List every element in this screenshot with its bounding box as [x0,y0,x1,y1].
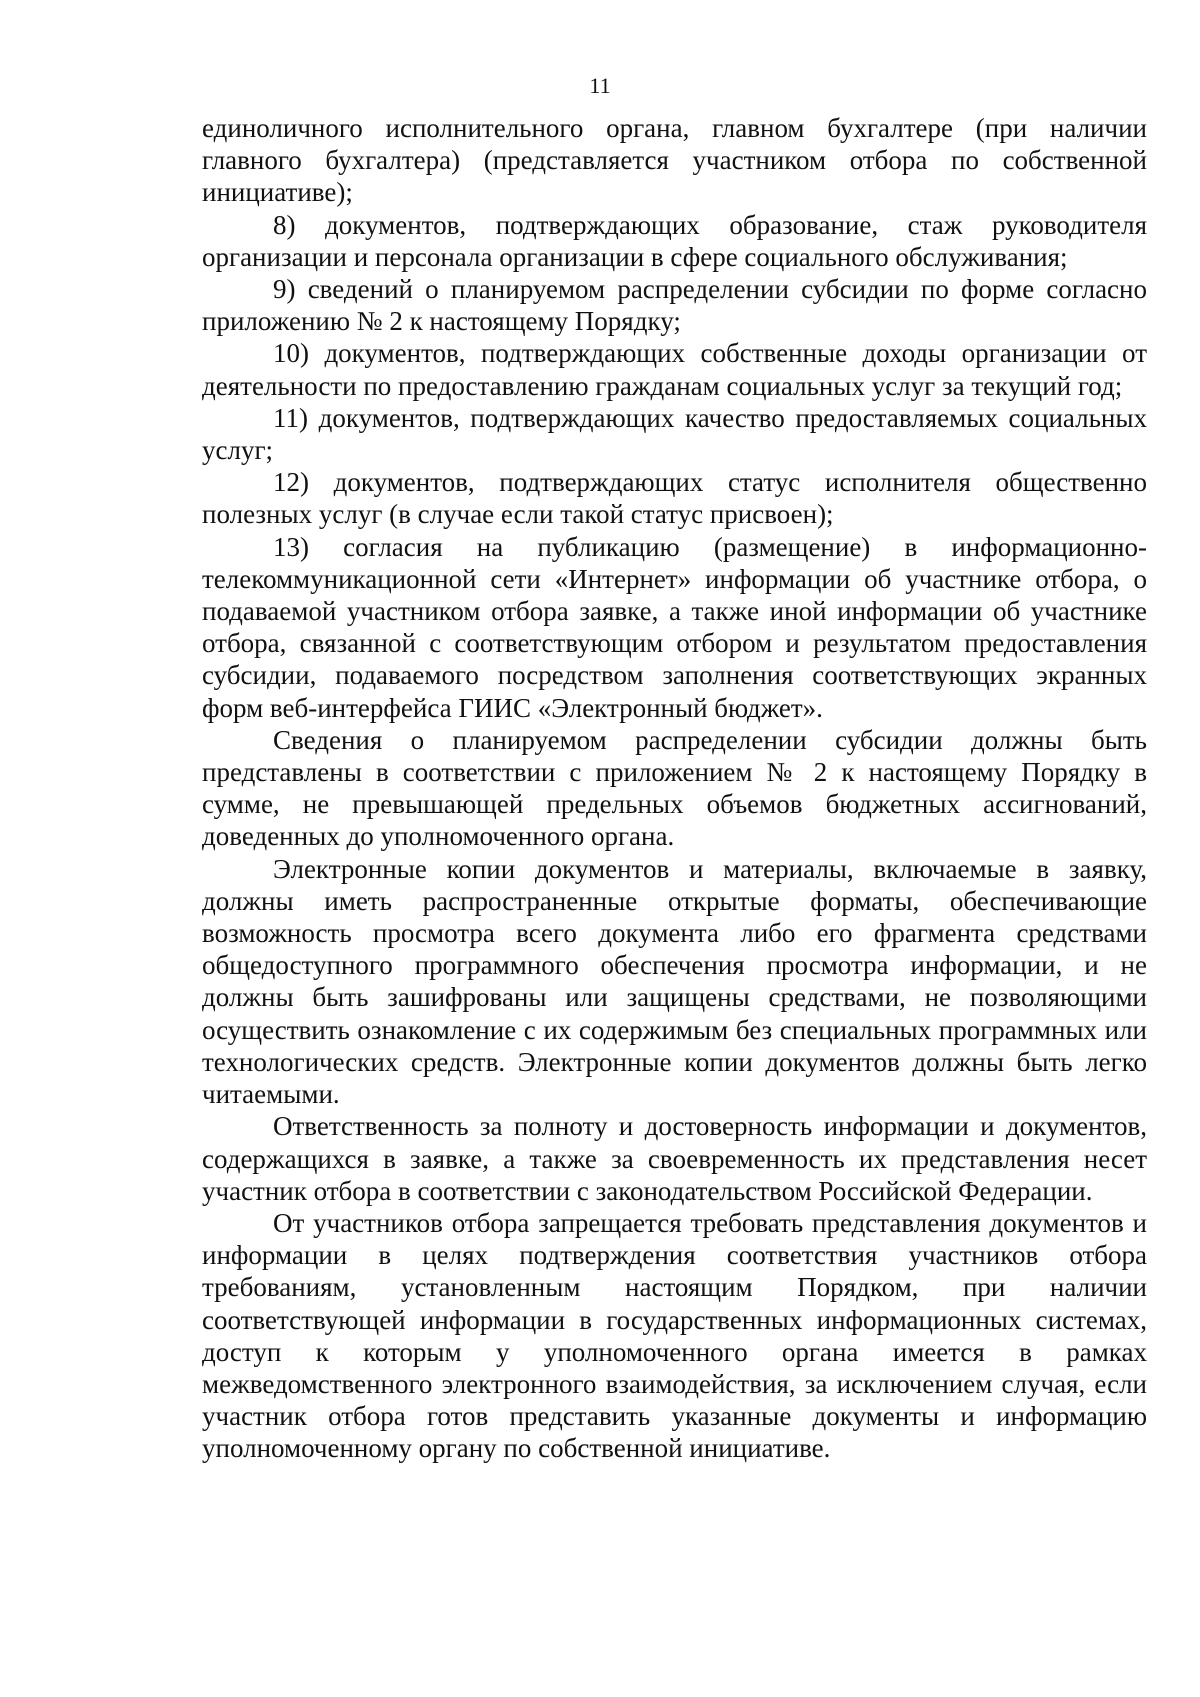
page-number: 11 [589,73,611,98]
document-body [202,112,1147,1465]
paragraph: От участников отбора запрещается требовать представления документов и информации в целях подтверждения соответствия участников отбора требованиям, установленным настоящим Порядком, при наличии соответствующей информации в государственных информационных системах, доступ к которым у уполномоченного органа имеется в рамках межведомственного электронного взаимодействия, за исключением случая, если участник отбора готов представить указанные документы и информацию уполномоченному органу по собственной инициативе. [202,1207,1147,1464]
list-item-9: 9) сведений о планируемом распределении субсидии по форме согласно приложению № 2 к настоящему Порядку; [202,274,1147,337]
list-item-12: 12) документов, подтверждающих статус исполнителя общественно полезных услуг (в случае если такой статус присвоен); [202,467,1147,530]
list-item-13: 13) согласия на публикацию (размещение) в информационно-телекоммуникационной сети «Интернет» информации об участнике отбора, о подаваемой участником отбора заявке, а также иной информации об участнике отбора, связанной с соответствующим отбором и результатом предоставления субсидии, подаваемого посредством заполнения соответствующих экранных форм веб-интерфейса ГИИС «Электронный бюджет». [202,531,1147,723]
list-item-10: 10) документов, подтверждающих собственные доходы организации от деятельности по предоставлению гражданам социальных услуг за текущий год; [202,338,1147,401]
paragraph: Электронные копии документов и материалы, включаемые в заявку, должны иметь распространенные открытые форматы, обеспечивающие возможность просмотра всего документа либо его фрагмента средствами общедоступного программного обеспечения просмотра информации, и не должны быть зашифрованы или защищены средствами, не позволяющими осуществить ознакомление с их содержимым без специальных программных или технологических средств. Электронные копии документов должны быть легко читаемыми. [202,853,1147,1110]
paragraph: единоличного исполнительного органа, главном бухгалтере (при наличии главного бухгалтера) (представляется участником отбора по собственной инициативе); [202,113,1147,208]
list-item-8: 8) документов, подтверждающих образование, стаж руководителя организации и персонала организации в сфере социального обслуживания; [202,209,1147,272]
paragraph: Сведения о планируемом распределении субсидии должны быть представлены в соответствии с приложением № 2 к настоящему Порядку в сумме, не превышающей предельных объемов бюджетных ассигнований, доведенных до уполномоченного органа. [202,724,1147,852]
list-item-11: 11) документов, подтверждающих качество предоставляемых социальных услуг; [202,402,1147,466]
paragraph: Ответственность за полноту и достоверность информации и документов, содержащихся в заявке, а также за своевременность их представления несет участник отбора в соответствии с законодательством Российской Федерации. [202,1111,1147,1206]
